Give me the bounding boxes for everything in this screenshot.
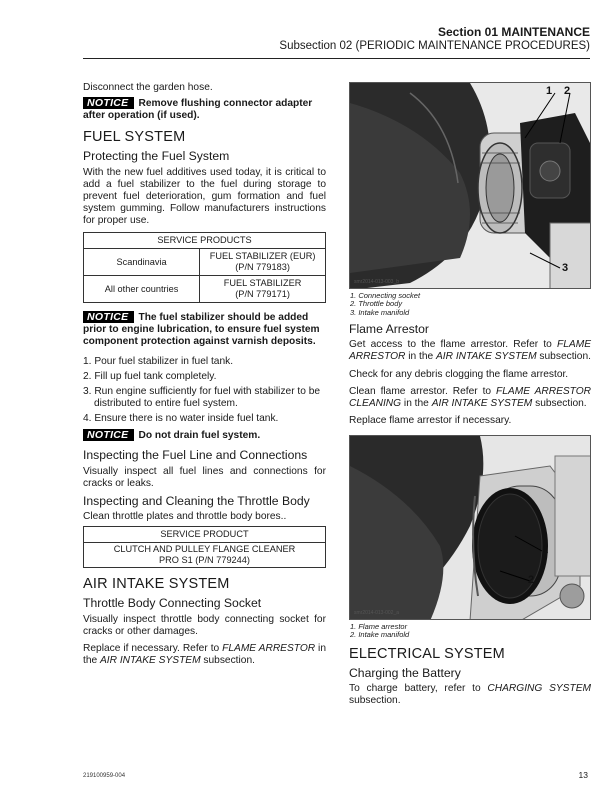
notice-3-text: Do not drain fuel system.	[138, 430, 261, 441]
protecting-heading: Protecting the Fuel System	[83, 149, 230, 164]
table-row	[84, 543, 326, 568]
notice-2	[83, 311, 326, 348]
notice-tag: NOTICE	[83, 429, 134, 441]
header-rule	[83, 58, 590, 59]
socket-heading: Throttle Body Connecting Socket	[83, 596, 262, 611]
replace-text: Replace if necessary. Refer to FLAME ARRESTOR in the AIR INTAKE SYSTEM subsection.	[83, 643, 326, 667]
charging-heading: Charging the Battery	[349, 665, 461, 680]
charging-body: To charge battery, refer to CHARGING SYSTEM subsection.	[349, 683, 591, 707]
left-column	[83, 82, 326, 672]
table-header: SERVICE PRODUCT	[84, 527, 326, 543]
flame-cleaning-link[interactable]: FLAME ARRESTOR CLEANING	[349, 385, 591, 409]
figure-id: smr2014-013-003_b	[354, 279, 400, 285]
page-number: 13	[578, 770, 588, 780]
product-cell: FUEL STABILIZER (EUR) (P/N 779183)	[200, 249, 326, 276]
flame-arrestor-illustration	[350, 436, 591, 620]
callout-3: 3	[562, 262, 569, 274]
callout-1: 1	[542, 543, 549, 556]
figure-flame-arrestor	[349, 435, 591, 620]
air-intake-link[interactable]: AIR INTAKE SYSTEM	[436, 351, 537, 363]
protecting-body: With the new fuel additives used today, it is critical to add a fuel stabilizer to the fuel during storage to prevent fuel deterioration, gum formation and fuel system gumming. Follow manufacturers instructions for proper use.	[83, 166, 326, 227]
notice-tag: NOTICE	[83, 97, 134, 109]
inspect-lines-heading: Inspecting the Fuel Line and Connections	[83, 448, 308, 463]
air-intake-heading: AIR INTAKE SYSTEM	[83, 576, 230, 593]
fuel-system-heading: FUEL SYSTEM	[83, 129, 186, 146]
list-item: 1. Pour fuel stabilizer in fuel tank.	[83, 355, 234, 367]
flame-arrestor-link[interactable]: FLAME ARRESTOR	[222, 643, 316, 655]
figure-caption: 1. Connecting socket 2. Throttle body 3. Intake manifold	[350, 291, 421, 317]
figure-id: smr2014-013-002_a	[354, 609, 400, 616]
region-cell: All other countries	[84, 276, 200, 303]
flame-p1: Get access to the flame arrestor. Refer to FLAME ARRESTOR in the AIR INTAKE SYSTEM subsection.	[349, 339, 591, 363]
subsection-title: Subsection 02 (PERIODIC MAINTENANCE PROCEDURES)	[279, 40, 590, 52]
list-item: 3. Run engine sufficiently for fuel with stabilizer to be distributed to entire fuel system.	[83, 385, 321, 409]
document-code: 219100959-004	[83, 773, 126, 779]
charging-system-link[interactable]: CHARGING SYSTEM	[487, 683, 591, 695]
table-row	[84, 276, 326, 303]
service-product-table	[83, 526, 326, 568]
page-header	[279, 25, 590, 54]
notice-1-text: Remove flushing connector adapter after operation (if used).	[83, 98, 313, 122]
flame-p3: Clean flame arrestor. Refer to FLAME ARRESTOR CLEANING in the AIR INTAKE SYSTEM subsection.	[349, 385, 591, 409]
callout-2: 2	[528, 573, 535, 586]
figure-throttle-body	[349, 82, 591, 289]
steps-list	[83, 356, 326, 425]
list-item: 4. Ensure there is no water inside fuel tank.	[83, 412, 279, 424]
inspect-lines-body: Visually inspect all fuel lines and connections for cracks or leaks.	[83, 465, 326, 489]
table-header: SERVICE PRODUCTS	[84, 233, 326, 249]
product-cell: FUEL STABILIZER (P/N 779171)	[200, 276, 326, 303]
socket-body: Visually inspect throttle body connecting socket for cracks or other damages.	[83, 613, 326, 637]
product-cell: CLUTCH AND PULLEY FLANGE CLEANER PRO S1 (P/N 779244)	[84, 543, 326, 568]
intro-text: Disconnect the garden hose.	[83, 82, 213, 93]
list-item: 2. Fill up fuel tank completely.	[83, 370, 217, 382]
air-intake-link[interactable]: AIR INTAKE SYSTEM	[431, 397, 533, 409]
flame-p4: Replace flame arrestor if necessary.	[349, 414, 512, 426]
notice-1	[83, 97, 326, 122]
table-row	[84, 249, 326, 276]
notice-3	[83, 429, 326, 442]
region-cell: Scandinavia	[84, 249, 200, 276]
throttle-body: Clean throttle plates and throttle body bores..	[83, 511, 287, 523]
flame-p2: Check for any debris clogging the flame arrestor.	[349, 368, 569, 380]
right-column	[349, 82, 591, 712]
callout-1: 1	[546, 85, 553, 97]
electrical-heading: ELECTRICAL SYSTEM	[349, 645, 505, 662]
notice-2-text: The fuel stabilizer should be added prior to engine lubrication, to ensure fuel system component protection against varnish deposits.	[83, 312, 320, 348]
air-intake-link[interactable]: AIR INTAKE SYSTEM	[100, 655, 201, 667]
callout-2: 2	[564, 85, 571, 97]
service-products-table	[83, 232, 326, 303]
throttle-body-illustration	[350, 83, 591, 289]
notice-tag: NOTICE	[83, 311, 134, 323]
flame-arrestor-link[interactable]: FLAME ARRESTOR	[349, 339, 591, 363]
throttle-heading: Inspecting and Cleaning the Throttle Body	[83, 493, 310, 508]
section-title: Section 01 MAINTENANCE	[437, 25, 590, 39]
flame-arrestor-heading: Flame Arrestor	[349, 321, 429, 336]
figure-caption: 1. Flame arrestor 2. Intake manifold	[350, 621, 410, 640]
